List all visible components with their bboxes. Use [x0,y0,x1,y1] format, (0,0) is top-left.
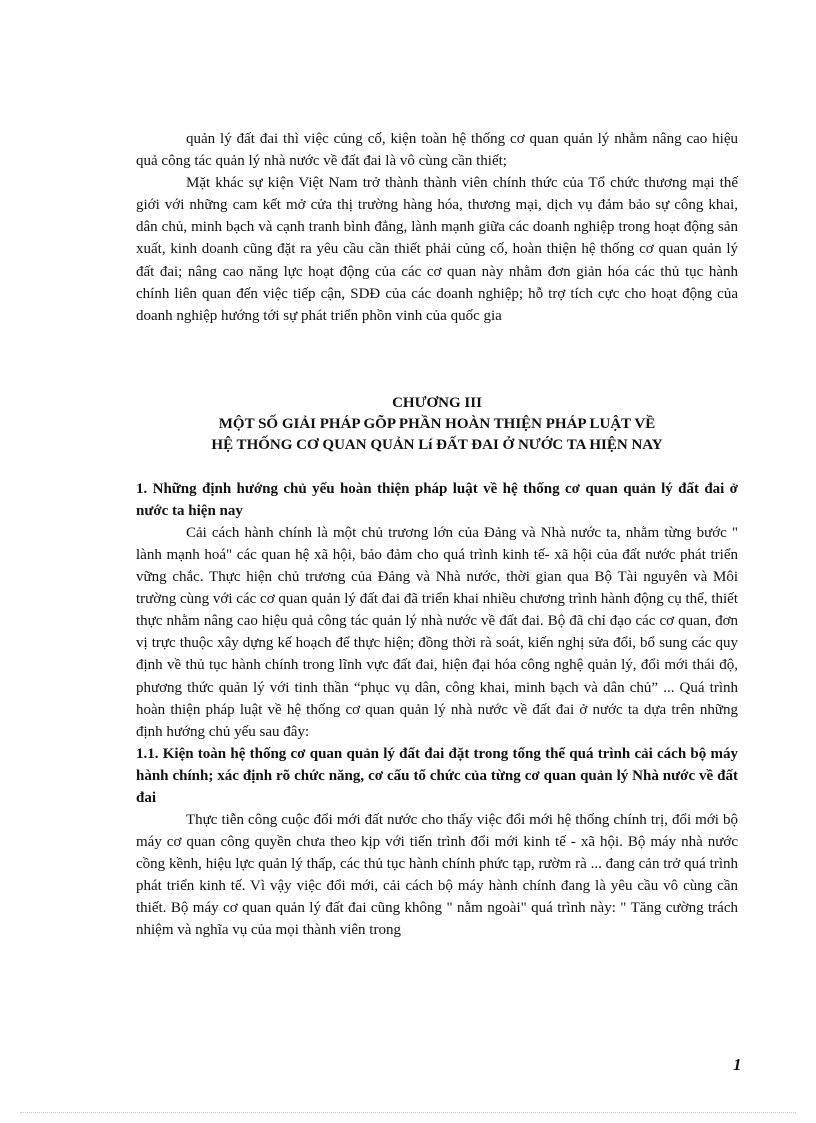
chapter-number: CHƯƠNG III [392,394,482,411]
chapter-title-line2: HỆ THỐNG CƠ QUAN QUẢN Lí ĐẤT ĐAI Ở NƯỚC TA HIỆN NAY [211,436,663,453]
paragraph-wto: Mặt khác sự kiện Việt Nam trở thành thành viên chính thức của Tổ chức thương mại thế giới với những cam kết mở cửa thị trường hàng hóa, thương mại, dịch vụ đảm bảo sự công khai, dân chủ, minh bạch và cạnh tranh bình đẳng, lành mạnh giữa các doanh nghiệp trong hoạt động sản xuất, kinh doanh cũng đặt ra yêu cầu cần thiết phải củng cố, hoàn thiện hệ thống cơ quan quản lý đất đai; nâng cao năng lực hoạt động của các cơ quan này nhằm đơn giản hóa các thủ tục hành chính liên quan đến việc tiếp cận, SDĐ của các doanh nghiệp; hỗ trợ tích cực cho hoạt động của doanh nghiệp hướng tới sự phát triển phồn vinh của quốc gia [136,175,738,324]
section-1-1-paragraph: Thực tiễn công cuộc đổi mới đất nước cho thấy việc đổi mới hệ thống chính trị, đổi mới bộ máy cơ quan công quyền chưa theo kịp với tiến trình đổi mới kinh tế - xã hội. Bộ máy nhà nước cồng kềnh, hiệu lực quản lý thấp, các thủ tục hành chính phức tạp, rườm rà ... đang cản trở quá trình phát triển kinh tế. Vì vậy việc đổi mới, cải cách bộ máy hành chính đang là yêu cầu vô cùng cần thiết. Bộ máy cơ quan quản lý đất đai cũng không " nằm ngoài" quá trình này: " Tăng cường trách nhiệm và nghĩa vụ của mọi thành viên trong [136,811,738,939]
section-1-heading: 1. Những định hướng chủ yếu hoàn thiện pháp luật về hệ thống cơ quan quản lý đất đai ở nước ta hiện nay [136,480,738,519]
chapter-title-line1: MỘT SỐ GIẢI PHÁP GÕP PHẦN HOÀN THIỆN PHÁP LUẬT VỀ [218,415,656,432]
section-1-1-heading: 1.1. Kiện toàn hệ thống cơ quan quản lý đất đai đặt trong tổng thể quá trình cải cách bộ máy hành chính; xác định rõ chức năng, cơ cấu tổ chức của từng cơ quan quản lý Nhà nước về đất đai [136,745,738,806]
chapter-heading [136,393,738,456]
page-bottom-border [20,1112,796,1113]
page-number: 1 [733,1055,742,1074]
document-page [136,128,738,941]
section-1-paragraph: Cải cách hành chính là một chủ trương lớn của Đảng và Nhà nước ta, nhằm từng bước " lành mạnh hoá" các quan hệ xã hội, bảo đảm cho quá trình kinh tế- xã hội của đất nước phát triển vững chắc. Thực hiện chủ trương của Đảng và Nhà nước, thời gian qua Bộ Tài nguyên và Môi trường cùng với các cơ quan quản lý đất đai đã triển khai nhiều chương trình hành động cụ thể, thiết thực nhằm nâng cao hiệu quả công tác quản lý nhà nước về đất đai. Bộ đã chỉ đạo các cơ quan, đơn vị trực thuộc xây dựng kế hoạch để thực hiện; đồng thời rà soát, kiến nghị sửa đổi, bổ sung các quy định về thủ tục hành chính trong lĩnh vực đất đai, hiện đại hóa công nghệ quản lý, đổi mới thái độ, phương thức quản lý với tinh thần “phục vụ dân, công khai, minh bạch và dân chủ” ... Quá trình hoàn thiện pháp luật về hệ thống cơ quan quản lý nhà nước về đất đai ở nước ta dựa trên những định hướng chủ yếu sau đây: [136,524,738,740]
paragraph-continuation: quản lý đất đai thì việc củng cố, kiện toàn hệ thống cơ quan quản lý nhằm nâng cao hiệu quả công tác quản lý nhà nước về đất đai là vô cùng cần thiết; [136,131,738,170]
